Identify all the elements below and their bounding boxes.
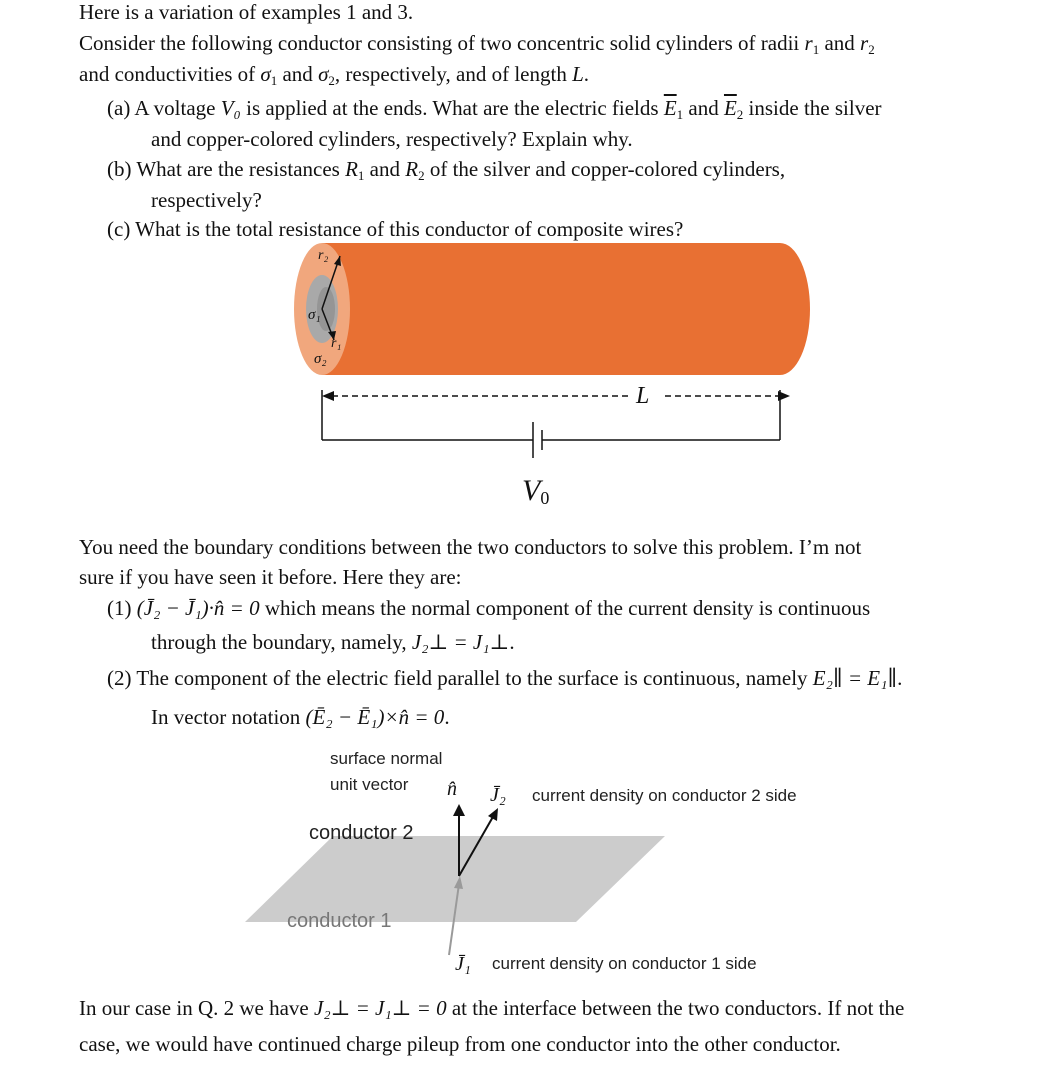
- label-length: L: [636, 383, 650, 409]
- conductor-1-label: conductor 1: [287, 910, 392, 932]
- j1-description: current density on conductor 1 side: [492, 954, 757, 973]
- question-c-line-1: (c) What is the total resistance of this conductor of composite wires?: [107, 217, 684, 241]
- condition-1-line-2: through the boundary, namely, J₂⊥ = J₁⊥.: [151, 630, 515, 654]
- label-sigma1: σ₁: [308, 307, 321, 323]
- n-hat-label: n̂: [447, 778, 457, 800]
- surface-normal-label: surface normal: [330, 749, 443, 768]
- intro-line-1: Here is a variation of examples 1 and 3.: [79, 0, 414, 24]
- boundary-paragraph-2: sure if you have seen it before. Here they are:: [79, 565, 462, 589]
- label-sigma2: σ₂: [314, 351, 327, 367]
- question-a-line-2: and copper-colored cylinders, respectively? Explain why.: [151, 127, 633, 151]
- condition-2-line-1: (2) The component of the electric field parallel to the surface is continuous, namely E₂∥ = E₁∥.: [107, 666, 903, 690]
- label-r1: r₁: [331, 336, 342, 351]
- j2-description: current density on conductor 2 side: [532, 786, 797, 805]
- label-voltage: V0: [522, 474, 550, 508]
- unit-vector-label: unit vector: [330, 775, 409, 794]
- intro-line-2: Consider the following conductor consisting of two concentric solid cylinders of radii $r_1$ and $r_2$: [79, 31, 875, 57]
- label-r2: r₂: [318, 248, 329, 263]
- j1-label: J̄₁: [455, 953, 471, 975]
- conductor-2-label: conductor 2: [309, 822, 414, 844]
- boundary-paragraph-1: You need the boundary conditions between the two conductors to solve this problem. I’m not: [79, 535, 862, 559]
- condition-1-line-1: (1) (J̄₂ − J̄₁)·n̂ = 0 which means the normal component of the current density is continuous: [107, 596, 871, 620]
- question-b-line-2: respectively?: [151, 188, 262, 212]
- condition-2-line-2: In vector notation (Ē₂ − Ē₁)×n̂ = 0.: [151, 705, 450, 729]
- closing-line-2: case, we would have continued charge pileup from one conductor into the other conductor.: [79, 1032, 841, 1056]
- j2-label: J̄₂: [490, 784, 506, 806]
- question-a-line-1: (a) A voltage V₀ is applied at the ends. What are the electric fields $\overline{E}_1$ and $\overline{E}_2$ inside the silver: [107, 96, 882, 122]
- intro-line-3: and conductivities of $\sigma_1$ and $\sigma_2$, respectively, and of length L.: [79, 62, 590, 88]
- closing-line-1: In our case in Q. 2 we have J₂⊥ = J₁⊥ = 0 at the interface between the two conductors. If not the: [79, 996, 905, 1020]
- question-b-line-1: (b) What are the resistances $R_1$ and $R_2$ of the silver and copper-colored cylinders,: [107, 157, 786, 183]
